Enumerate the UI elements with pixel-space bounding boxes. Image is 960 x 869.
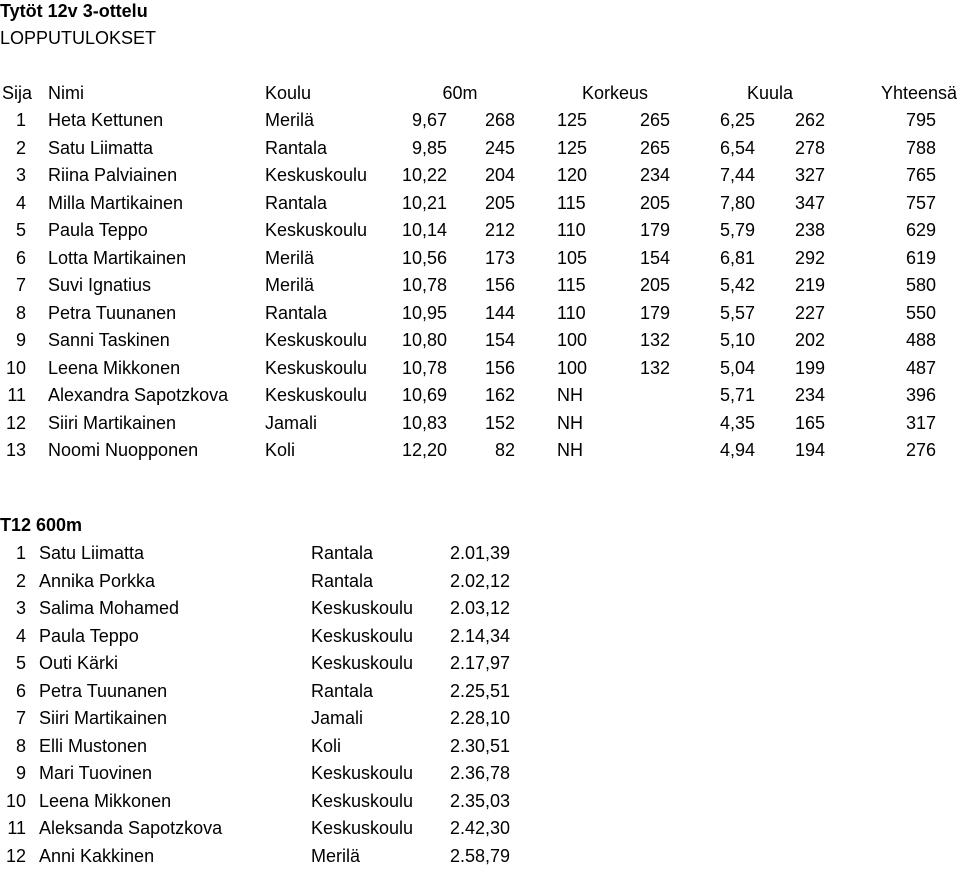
points-high-jump-cell: 132: [639, 330, 670, 350]
school-cell: Keskuskoulu: [311, 763, 414, 783]
points-shot-put-cell: 238: [794, 220, 825, 240]
name-cell: Heta Kettunen: [48, 110, 164, 130]
name-cell: Paula Teppo: [39, 625, 139, 646]
name-cell: Riina Palviainen: [48, 165, 178, 185]
school-cell: Rantala: [265, 192, 328, 213]
time-cell: 2.28,10: [450, 708, 511, 728]
time-cell: 2.35,03: [450, 790, 511, 811]
result-shot-put-cell: 5,79: [719, 220, 755, 240]
rank-cell: 6: [15, 247, 26, 268]
rank-cell: 8: [15, 302, 26, 323]
result-shot-put-cell: 4,94: [719, 440, 755, 460]
result-shot-put-cell: 7,80: [719, 192, 755, 213]
total-cell: 317: [905, 412, 936, 433]
result-high-jump-cell: NH: [557, 385, 583, 405]
school-cell: Merilä: [265, 110, 315, 130]
points-shot-put-cell: 199: [794, 357, 825, 378]
total-cell: 795: [905, 110, 936, 130]
points-60m-cell: 204: [484, 165, 515, 185]
result-60m-cell: 10,95: [401, 302, 447, 323]
points-60m-cell: 82: [494, 440, 515, 460]
school-cell: Rantala: [265, 302, 328, 323]
points-high-jump-cell: 132: [639, 357, 670, 378]
result-high-jump-cell: 100: [557, 357, 588, 378]
result-60m-cell: 10,56: [401, 247, 447, 268]
name-cell: Lotta Martikainen: [48, 247, 187, 268]
name-cell: Suvi Ignatius: [48, 275, 152, 295]
points-shot-put-cell: 347: [794, 192, 825, 213]
time-cell: 2.14,34: [450, 625, 511, 646]
name-cell: Alexandra Sapotzkova: [48, 385, 229, 405]
rank-cell: 3: [15, 165, 26, 185]
rank-cell: 9: [15, 763, 26, 783]
result-shot-put-cell: 6,54: [719, 137, 755, 158]
header-name: Nimi: [48, 83, 84, 103]
name-cell: Satu Liimatta: [48, 137, 154, 158]
points-60m-cell: 212: [484, 220, 515, 240]
total-cell: 765: [905, 165, 936, 185]
points-60m-cell: 144: [484, 302, 515, 323]
result-60m-cell: 10,69: [401, 385, 447, 405]
result-60m-cell: 9,85: [411, 137, 447, 158]
rank-cell: 5: [15, 653, 26, 673]
name-cell: Annika Porkka: [39, 570, 156, 591]
name-cell: Leena Mikkonen: [39, 790, 172, 811]
name-cell: Outi Kärki: [39, 653, 119, 673]
points-shot-put-cell: 234: [794, 385, 825, 405]
result-high-jump-cell: 115: [557, 275, 586, 295]
total-cell: 629: [905, 220, 936, 240]
name-cell: Siiri Martikainen: [39, 708, 168, 728]
points-shot-put-cell: 327: [794, 165, 825, 185]
name-cell: Salima Mohamed: [39, 598, 180, 618]
points-high-jump-cell: 205: [639, 275, 670, 295]
header-rank: Sija: [2, 83, 33, 103]
result-shot-put-cell: 5,10: [719, 330, 755, 350]
name-cell: Leena Mikkonen: [48, 357, 181, 378]
result-high-jump-cell: 100: [557, 330, 588, 350]
points-60m-cell: 156: [484, 275, 515, 295]
result-60m-cell: 10,21: [401, 192, 447, 213]
result-shot-put-cell: 5,04: [719, 357, 755, 378]
result-high-jump-cell: 110: [557, 302, 586, 323]
school-cell: Keskuskoulu: [311, 790, 414, 811]
points-60m-cell: 154: [484, 330, 515, 350]
points-high-jump-cell: 234: [639, 165, 670, 185]
rank-cell: 11: [7, 818, 26, 838]
result-60m-cell: 10,80: [401, 330, 447, 350]
rank-cell: 10: [5, 790, 26, 811]
points-high-jump-cell: 154: [639, 247, 670, 268]
name-cell: Petra Tuunanen: [39, 680, 168, 701]
points-shot-put-cell: 278: [794, 137, 825, 158]
total-cell: 580: [905, 275, 936, 295]
result-high-jump-cell: 125: [557, 110, 588, 130]
result-high-jump-cell: 125: [557, 137, 588, 158]
result-high-jump-cell: 115: [557, 192, 586, 213]
rank-cell: 5: [15, 220, 26, 240]
points-60m-cell: 152: [484, 412, 515, 433]
name-cell: Elli Mustonen: [39, 735, 148, 756]
rank-cell: 12: [5, 845, 26, 866]
name-cell: Anni Kakkinen: [39, 845, 155, 866]
name-cell: Petra Tuunanen: [48, 302, 177, 323]
school-cell: Keskuskoulu: [265, 330, 368, 350]
school-cell: Keskuskoulu: [265, 385, 368, 405]
name-cell: Satu Liimatta: [39, 543, 145, 563]
name-cell: Mari Tuovinen: [39, 763, 153, 783]
rank-cell: 1: [15, 543, 26, 563]
school-cell: Koli: [265, 440, 296, 460]
rank-cell: 12: [5, 412, 26, 433]
rank-cell: 3: [15, 598, 26, 618]
points-60m-cell: 268: [484, 110, 515, 130]
total-cell: 276: [905, 440, 936, 460]
total-cell: 396: [905, 385, 936, 405]
rank-cell: 9: [15, 330, 26, 350]
school-cell: Koli: [311, 735, 342, 756]
total-cell: 487: [905, 357, 936, 378]
points-60m-cell: 173: [484, 247, 515, 268]
time-cell: 2.30,51: [450, 735, 511, 756]
result-shot-put-cell: 5,42: [719, 275, 755, 295]
school-cell: Keskuskoulu: [311, 625, 414, 646]
page-title: Tytöt 12v 3-ottelu: [0, 1, 148, 21]
points-high-jump-cell: 205: [639, 192, 670, 213]
points-shot-put-cell: 194: [794, 440, 825, 460]
rank-cell: 10: [5, 357, 26, 378]
points-shot-put-cell: 219: [794, 275, 825, 295]
header-total: Yhteensä: [880, 83, 957, 103]
time-cell: 2.42,30: [450, 818, 511, 838]
total-cell: 550: [905, 302, 936, 323]
page-subtitle: LOPPUTULOKSET: [0, 28, 157, 48]
time-cell: 2.02,12: [450, 570, 511, 591]
header-60m: 60m: [442, 83, 478, 103]
header-high-jump: Korkeus: [581, 83, 649, 103]
school-cell: Rantala: [311, 570, 374, 591]
rank-cell: 8: [15, 735, 26, 756]
school-cell: Keskuskoulu: [311, 598, 414, 618]
points-high-jump-cell: 265: [639, 110, 670, 130]
result-shot-put-cell: 5,71: [719, 385, 755, 405]
points-high-jump-cell: 265: [639, 137, 670, 158]
t600-title: T12 600m: [0, 515, 83, 535]
time-cell: 2.01,39: [450, 543, 511, 563]
points-high-jump-cell: 179: [639, 220, 670, 240]
points-60m-cell: 156: [484, 357, 515, 378]
result-shot-put-cell: 6,25: [719, 110, 755, 130]
result-60m-cell: 10,14: [401, 220, 447, 240]
name-cell: Paula Teppo: [48, 220, 148, 240]
school-cell: Keskuskoulu: [311, 653, 414, 673]
time-cell: 2.03,12: [450, 598, 511, 618]
result-60m-cell: 10,78: [401, 275, 447, 295]
school-cell: Rantala: [311, 543, 374, 563]
total-cell: 788: [905, 137, 936, 158]
name-cell: Sanni Taskinen: [48, 330, 170, 350]
school-cell: Rantala: [311, 680, 374, 701]
result-60m-cell: 10,78: [401, 357, 447, 378]
result-high-jump-cell: NH: [557, 412, 583, 433]
result-high-jump-cell: 120: [557, 165, 588, 185]
total-cell: 488: [905, 330, 936, 350]
name-cell: Siiri Martikainen: [48, 412, 177, 433]
total-cell: 757: [905, 192, 936, 213]
rank-cell: 2: [15, 570, 26, 591]
points-shot-put-cell: 292: [794, 247, 825, 268]
rank-cell: 7: [15, 275, 26, 295]
rank-cell: 4: [15, 192, 26, 213]
rank-cell: 13: [5, 440, 26, 460]
rank-cell: 2: [15, 137, 26, 158]
points-high-jump-cell: 179: [639, 302, 670, 323]
result-high-jump-cell: 105: [557, 247, 588, 268]
result-shot-put-cell: 7,44: [719, 165, 755, 185]
rank-cell: 11: [7, 385, 26, 405]
result-shot-put-cell: 4,35: [719, 412, 755, 433]
school-cell: Keskuskoulu: [265, 165, 368, 185]
header-shot-put: Kuula: [746, 83, 794, 103]
name-cell: Noomi Nuopponen: [48, 440, 199, 460]
points-60m-cell: 205: [484, 192, 515, 213]
points-60m-cell: 162: [484, 385, 515, 405]
points-shot-put-cell: 202: [794, 330, 825, 350]
time-cell: 2.58,79: [450, 845, 511, 866]
rank-cell: 6: [15, 680, 26, 701]
result-shot-put-cell: 6,81: [719, 247, 755, 268]
school-cell: Merilä: [311, 845, 361, 866]
result-60m-cell: 10,22: [401, 165, 447, 185]
school-cell: Keskuskoulu: [311, 818, 414, 838]
result-high-jump-cell: 110: [557, 220, 586, 240]
header-school: Koulu: [265, 83, 312, 103]
school-cell: Jamali: [311, 708, 364, 728]
result-high-jump-cell: NH: [557, 440, 583, 460]
time-cell: 2.25,51: [450, 680, 511, 701]
points-shot-put-cell: 262: [794, 110, 825, 130]
school-cell: Merilä: [265, 247, 315, 268]
result-60m-cell: 9,67: [411, 110, 447, 130]
result-shot-put-cell: 5,57: [719, 302, 755, 323]
points-shot-put-cell: 165: [794, 412, 825, 433]
rank-cell: 1: [15, 110, 26, 130]
result-60m-cell: 10,83: [401, 412, 447, 433]
points-60m-cell: 245: [484, 137, 515, 158]
time-cell: 2.36,78: [450, 763, 511, 783]
rank-cell: 4: [15, 625, 26, 646]
rank-cell: 7: [15, 708, 26, 728]
school-cell: Jamali: [265, 412, 318, 433]
school-cell: Rantala: [265, 137, 328, 158]
total-cell: 619: [905, 247, 936, 268]
time-cell: 2.17,97: [450, 653, 511, 673]
points-shot-put-cell: 227: [794, 302, 825, 323]
result-60m-cell: 12,20: [401, 440, 447, 460]
name-cell: Milla Martikainen: [48, 192, 184, 213]
name-cell: Aleksanda Sapotzkova: [39, 818, 223, 838]
school-cell: Keskuskoulu: [265, 220, 368, 240]
school-cell: Keskuskoulu: [265, 357, 368, 378]
school-cell: Merilä: [265, 275, 315, 295]
